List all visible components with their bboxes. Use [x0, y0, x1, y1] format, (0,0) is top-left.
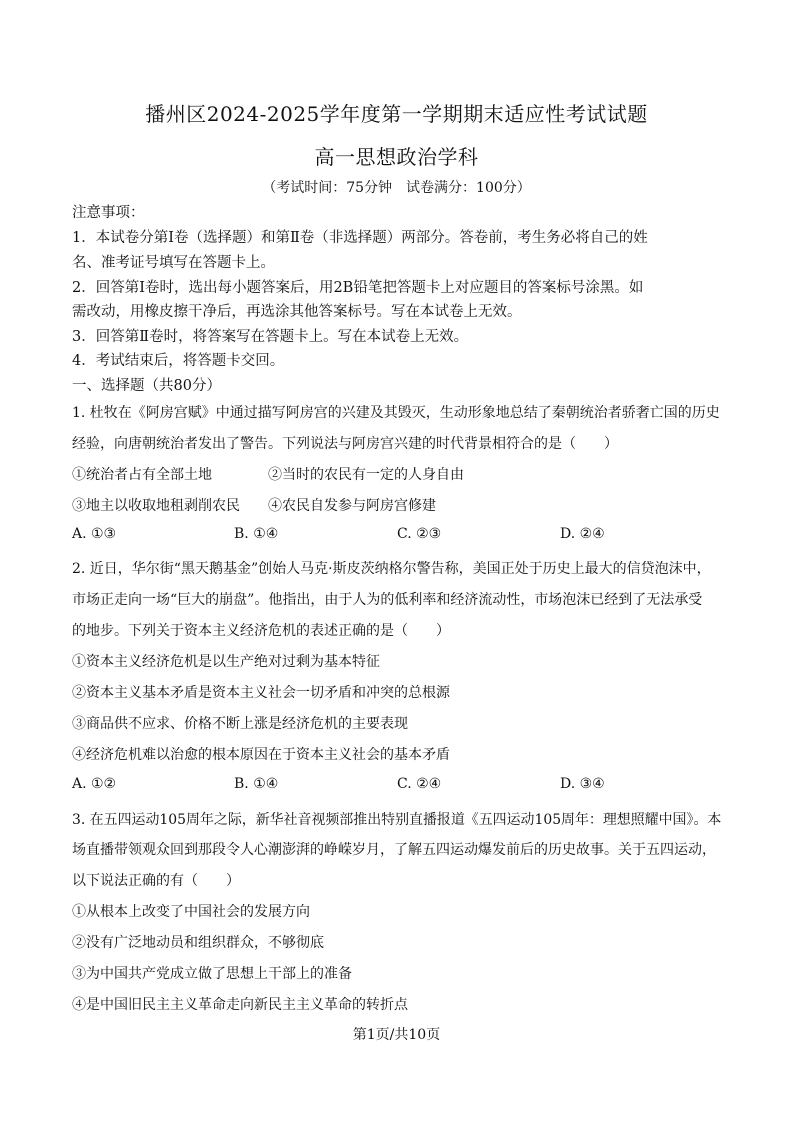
question-1-stem: 经验，向唐朝统治者发出了警告。下列说法与阿房宫兴建的时代背景相符合的是（ ）: [72, 436, 618, 452]
option-c: C. ②③: [397, 526, 442, 542]
question-2-stem: 2. 近日，华尔街“黑天鹅基金”创始人马克·斯皮茨纳格尔警告称，美国正处于历史上最大的信贷泡沫中，: [72, 561, 711, 577]
question-2-options: [72, 776, 732, 796]
question-2-stem: 的地步。下列关于资本主义经济危机的表述正确的是（ ）: [72, 623, 450, 639]
question-1-statements: [72, 495, 732, 515]
notice-line: 名、准考证号填写在答题卡上。: [72, 255, 275, 271]
notice-line: 需改动，用橡皮擦干净后，再选涂其他答案标号。写在本试卷上无效。: [72, 304, 522, 320]
statement: ③为中国共产党成立做了思想上干部上的准备: [72, 966, 352, 982]
exam-title: 播州区2024-2025学年度第一学期期末适应性考试试题: [145, 102, 648, 126]
exam-subtitle: 高一思想政治学科: [314, 145, 479, 169]
option-d: D. ③④: [560, 776, 605, 792]
page-number: 第1页/共10页: [352, 1027, 441, 1043]
question-3-stem: 3. 在五四运动105周年之际，新华社音视频部推出特别直播报道《五四运动105周年：理想照耀中国》。本: [72, 812, 722, 828]
notice-line: 2．回答第Ⅰ卷时，选出每小题答案后，用2B铅笔把答题卡上对应题目的答案标号涂黑。如: [72, 280, 644, 296]
section-heading: 一、选择题（共80分）: [72, 378, 221, 394]
option-a: A. ①②: [72, 776, 117, 792]
statement: ④是中国旧民主主义革命走向新民主主义革命的转折点: [72, 997, 408, 1013]
question-2-stem: 市场正走向一场“巨大的崩盘”。他指出，由于人为的低利率和经济流动性，市场泡沫已经到了无法承受: [72, 592, 703, 608]
option-a: A. ①③: [72, 526, 117, 542]
question-1-stem: 1. 杜牧在《阿房宫赋》中通过描写阿房宫的兴建及其毁灭，生动形象地总结了秦朝统治者骄奢亡国的历史: [72, 405, 720, 421]
statement: ①资本主义经济危机是以生产绝对过剩为基本特征: [72, 654, 380, 670]
statement: ③地主以收取地租剥削农民: [72, 498, 240, 514]
notice-line: 4．考试结束后，将答题卡交回。: [72, 353, 285, 369]
notice-heading: 注意事项：: [72, 205, 145, 221]
option-b: B. ①④: [234, 776, 279, 792]
question-1-options: [72, 526, 732, 546]
statement: ②当时的农民有一定的人身自由: [268, 467, 464, 483]
option-b: B. ①④: [234, 526, 279, 542]
notice-line: 3．回答第Ⅱ卷时，将答案写在答题卡上。写在本试卷上无效。: [72, 329, 469, 345]
option-c: C. ②④: [397, 776, 442, 792]
question-1-statements: [72, 464, 732, 484]
statement: ②没有广泛地动员和组织群众，不够彻底: [72, 935, 324, 951]
statement: ①从根本上改变了中国社会的发展方向: [72, 904, 310, 920]
statement: ④农民自发参与阿房宫修建: [268, 498, 436, 514]
statement: ②资本主义基本矛盾是资本主义社会一切矛盾和冲突的总根源: [72, 685, 450, 701]
statement: ④经济危机难以治愈的根本原因在于资本主义社会的基本矛盾: [72, 747, 450, 763]
statement: ③商品供不应求、价格不断上涨是经济危机的主要表现: [72, 716, 408, 732]
question-3-stem: 以下说法正确的有（ ）: [72, 873, 240, 889]
exam-info: （考试时间：75分钟 试卷满分：100分）: [262, 180, 531, 196]
statement: ①统治者占有全部土地: [72, 467, 212, 483]
question-3-stem: 场直播带领观众回到那段令人心潮澎湃的峥嵘岁月，了解五四运动爆发前后的历史故事。关于五四运动，: [72, 842, 716, 858]
option-d: D. ②④: [560, 526, 605, 542]
notice-line: 1．本试卷分第Ⅰ卷（选择题）和第Ⅱ卷（非选择题）两部分。答卷前，考生务必将自己的姓: [72, 230, 648, 246]
